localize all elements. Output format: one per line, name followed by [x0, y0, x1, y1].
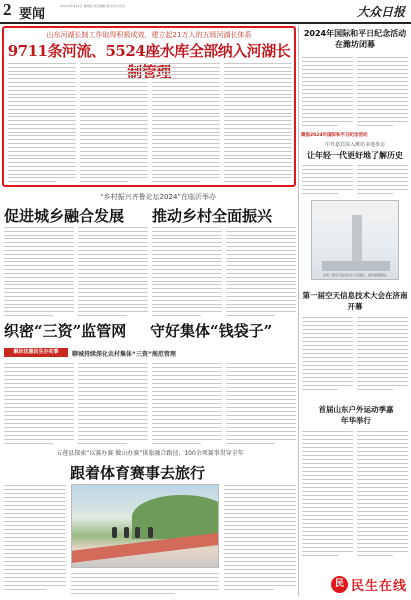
headline-bottom[interactable]: 跟着体育赛事去旅行 [70, 464, 206, 482]
headline-right-top[interactable]: 推动乡村全面振兴 [152, 207, 273, 225]
text-column [302, 316, 353, 396]
right-top-headline[interactable]: 2024年国际和平日纪念活动在潍坊闭幕 [303, 29, 407, 49]
sports-body-bottom [71, 572, 219, 594]
forum-title[interactable]: “乡村振兴齐鲁论坛2024”在临沂举办 [99, 193, 217, 201]
right-bottom-body [302, 430, 408, 565]
lead-story-subtitle: 山东河湖长制工作取得积极成效，建立起21万人的五级河湖长体系 [46, 31, 252, 39]
text-column [357, 56, 408, 128]
conference-photo [311, 200, 399, 280]
text-column [152, 62, 220, 182]
text-column [302, 56, 353, 128]
headline-left-top[interactable]: 促进城乡融合发展 [4, 207, 125, 225]
sports-body-left [4, 484, 66, 594]
text-column [71, 572, 219, 594]
promo-tag: 聚焦2024年国际和平日纪念活动 [301, 133, 368, 138]
right-mid-headline[interactable]: 第一届空天信息技术大会在济南开幕 [302, 291, 408, 311]
minsheng-logo-icon: 民 [331, 576, 348, 593]
right-bottom-headline[interactable]: 首届山东户外运动季嘉年华举行 [318, 405, 394, 425]
text-column [357, 430, 408, 565]
page-meta: 2024年8月22日 星期四 责任编辑 版式设计 校对 [60, 4, 126, 8]
badge-label: 民生在线 [350, 579, 407, 594]
headline-left-mid[interactable]: 织密“三资”监管网 [4, 322, 127, 340]
minsheng-online-badge[interactable] [331, 575, 407, 594]
promo-headline[interactable]: 让年轻一代更好地了解历史 [307, 151, 403, 160]
promo-subtitle: 中外嘉宾深入潍坊多地参访 [324, 142, 385, 148]
headline-right-mid[interactable]: 守好集体“钱袋子” [150, 322, 273, 340]
text-column [4, 362, 74, 444]
text-column [302, 430, 353, 565]
right-top-body [302, 56, 408, 128]
text-column [80, 62, 148, 182]
page-number: 2 [3, 0, 12, 19]
text-column [357, 164, 408, 196]
promo-body [302, 164, 408, 196]
sports-body-right [224, 484, 296, 594]
text-column [226, 362, 296, 444]
text-column [357, 316, 408, 396]
text-column [4, 484, 66, 594]
sports-subtitle: 五莲县探索“以赛办赛 做山办赛”体旅融合路径，100余项赛事贯穿全年 [56, 450, 244, 457]
column-divider [298, 26, 299, 596]
masthead [0, 0, 411, 24]
text-column [224, 484, 296, 594]
text-column [302, 164, 353, 196]
sanzi-body [4, 362, 296, 444]
lead-story-headline[interactable]: 9711条河流、5524座水库全部纳入河湖长制管理 [7, 42, 291, 81]
text-column [152, 362, 222, 444]
photo-caption: 在第一届空天信息技术大会展区，观众参观展品。 [322, 273, 389, 277]
text-column [78, 362, 148, 444]
text-column [4, 226, 74, 316]
forum-body [4, 226, 296, 316]
section-tag: 解民忧惠民生办实事 [4, 348, 68, 357]
right-mid-body [302, 316, 408, 396]
text-column [78, 226, 148, 316]
text-column [226, 226, 296, 316]
text-column [8, 62, 76, 182]
headline-left-mid-small: 聊城持续深化农村集体“三资”规范管理 [72, 351, 176, 358]
text-column [152, 226, 222, 316]
text-column [224, 62, 292, 182]
newspaper-logo: 大众日报 [356, 5, 405, 19]
lead-story-body [8, 62, 292, 182]
section-title: 要闻 [19, 7, 46, 22]
cycling-race-photo [71, 484, 219, 568]
